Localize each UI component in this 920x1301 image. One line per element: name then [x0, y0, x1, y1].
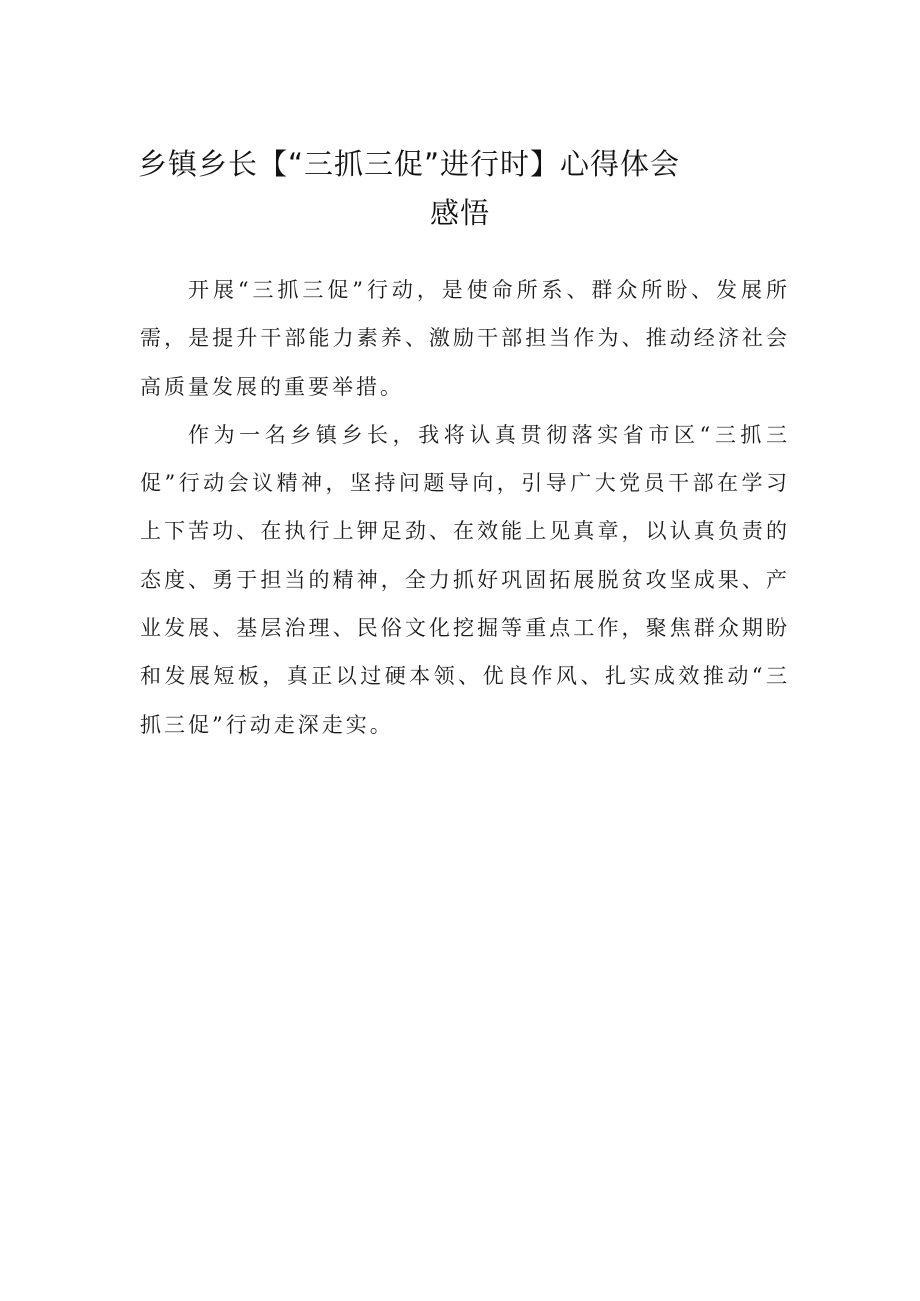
paragraph: 作为一名乡镇乡长，我将认真贯彻落实省市区“三抓三促”行动会议精神，坚持问题导向，引导广大党员干部在学习上下苦功、在执行上钾足劲、在效能上见真章，以认真负责的态度、勇于担当的精神，全力抓好巩固拓展脱贫攻坚成果、产业发展、基层治理、民俗文化挖掘等重点工作，聚焦群众期盼和发展短板，真正以过硬本领、优良作风、扎实成效推动“三抓三促”行动走深走实。 — [140, 422, 790, 737]
document-body — [140, 266, 790, 749]
title-line-2: 感悟 — [429, 196, 490, 230]
document-title — [138, 140, 782, 238]
paragraph: 开展“三抓三促”行动，是使命所系、群众所盼、发展所需，是提升干部能力素养、激励干部担当作为、推动经济社会高质量发展的重要举措。 — [140, 278, 790, 399]
title-line-1: 乡镇乡长【“三抓三促”进行时】心得体会 — [138, 147, 681, 181]
